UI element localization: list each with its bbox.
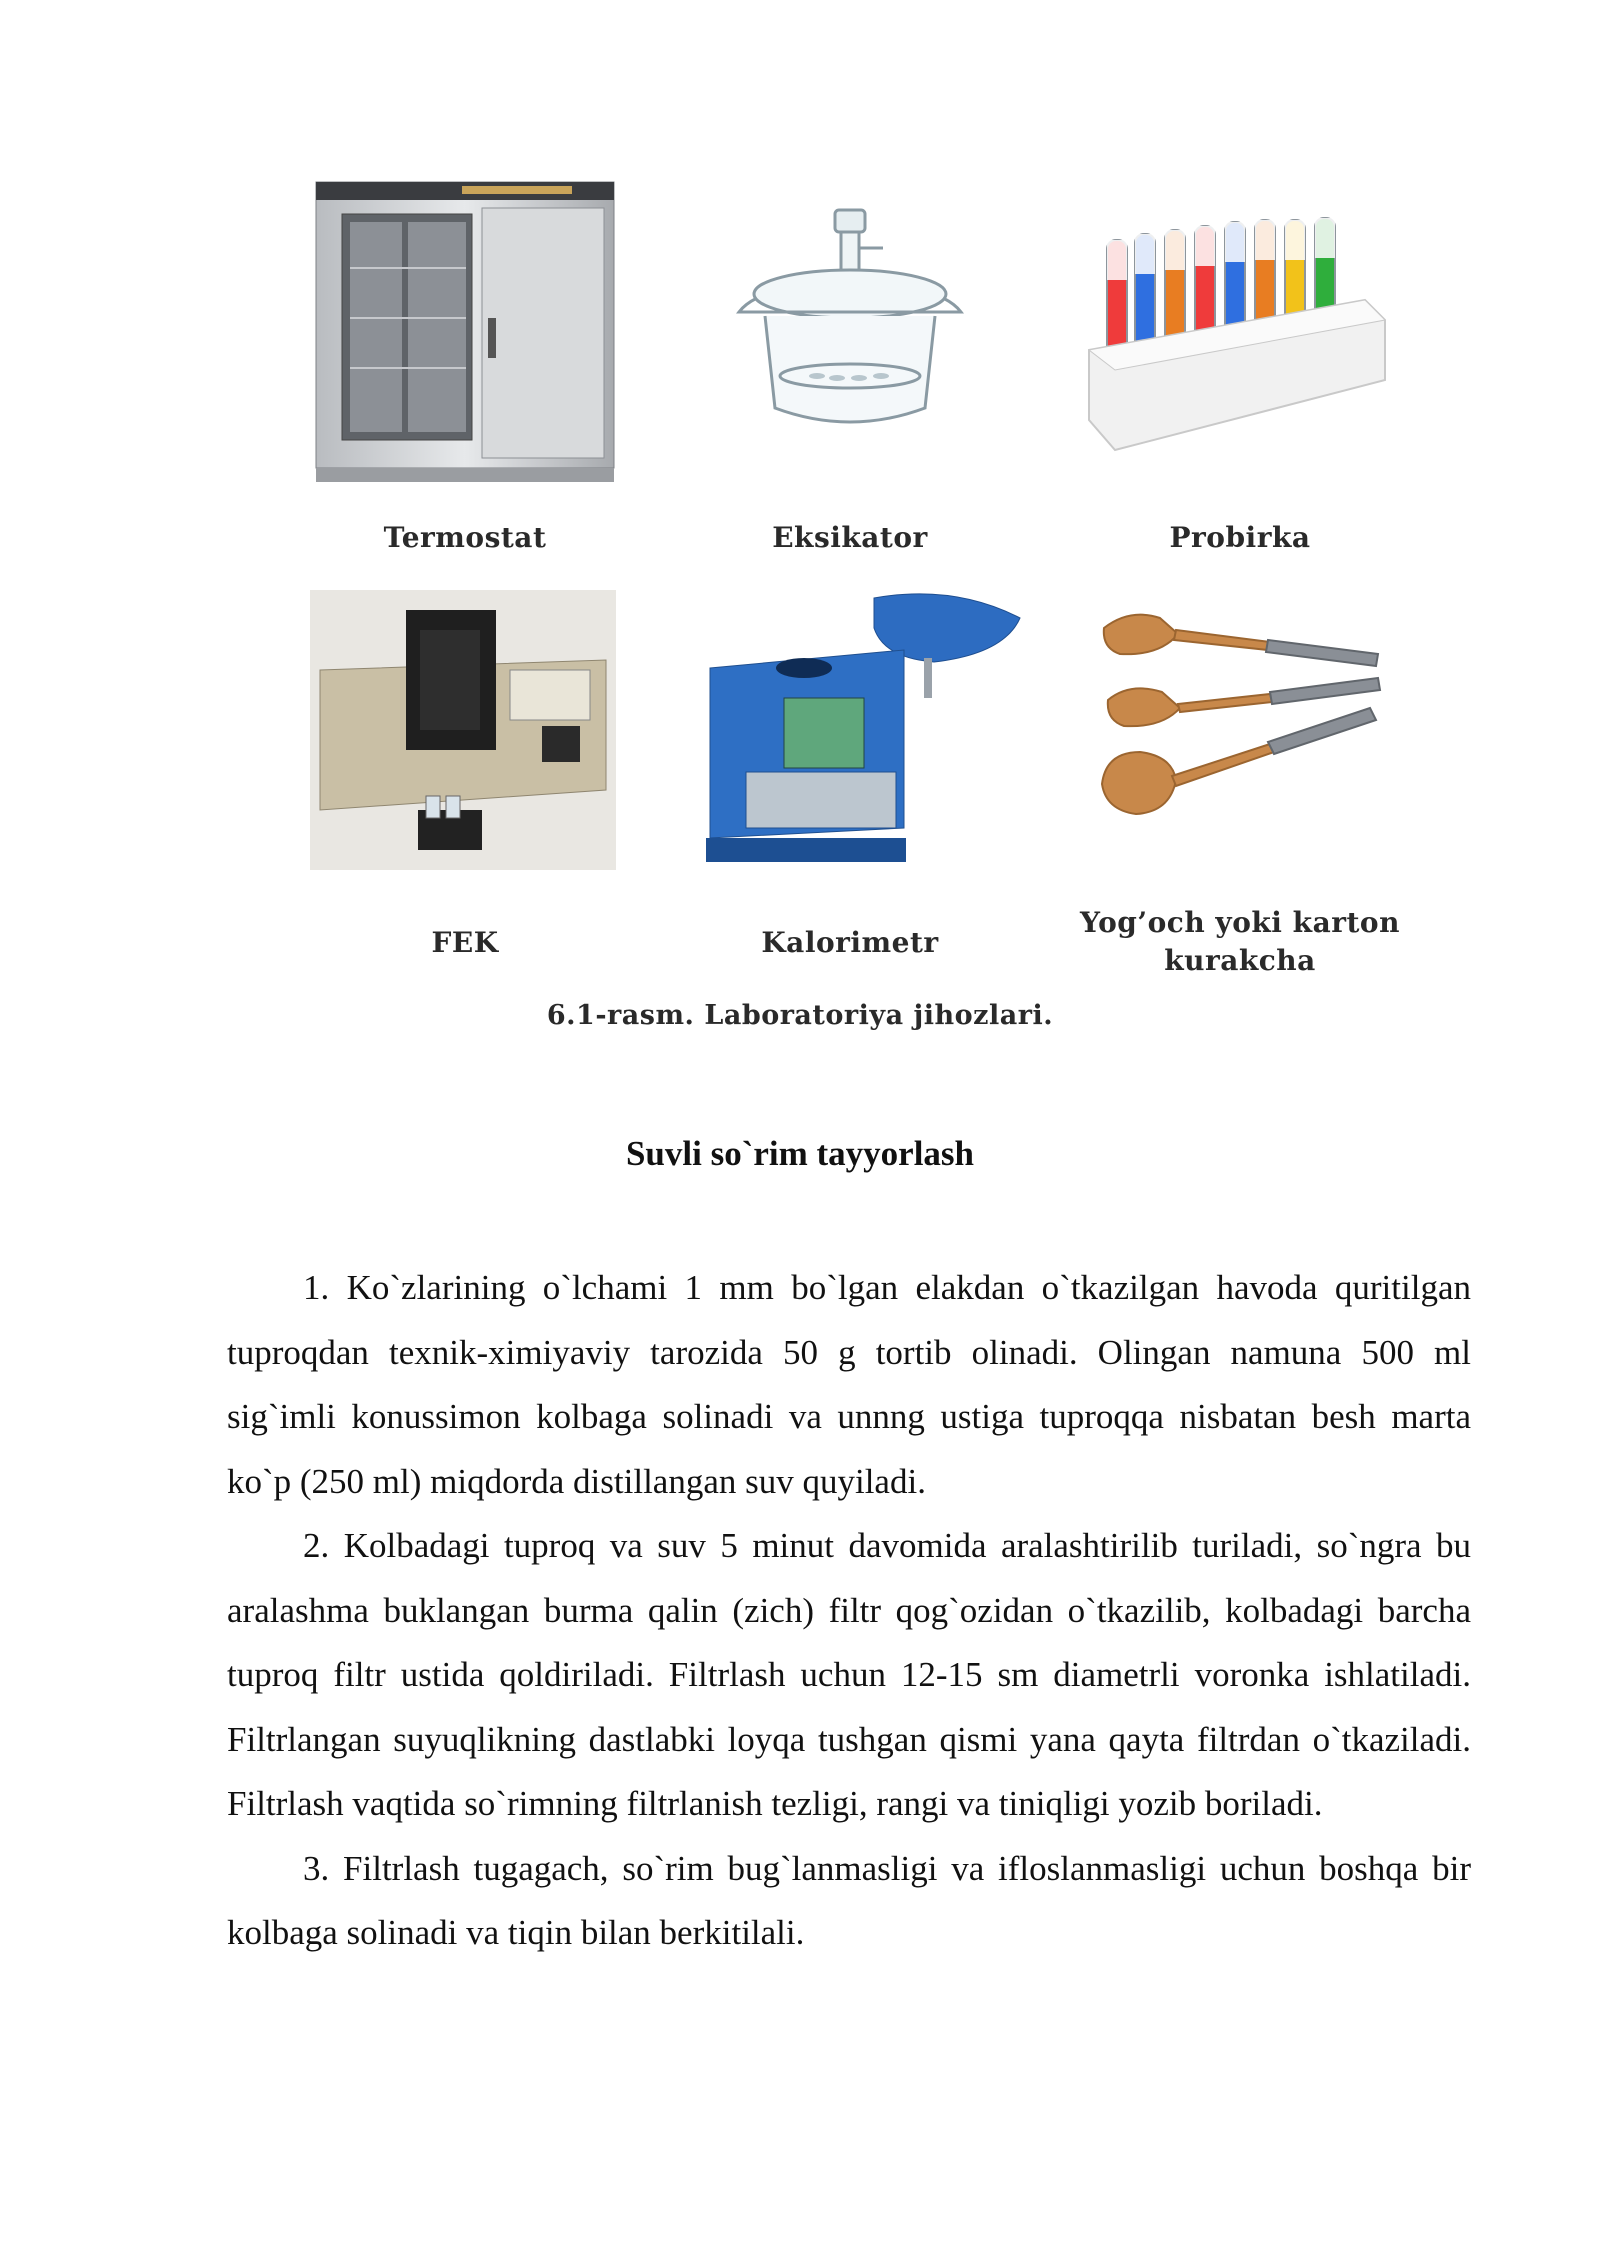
paragraph-3: 3. Filtrlash tugagach, so`rim bug`lanmasligi va ifloslanmasligi uchun boshqa bir kolbaga solinadi va tiqin bilan berkitilali. — [227, 1848, 1471, 1952]
calorimeter-image — [684, 588, 1024, 874]
paragraph-1: 1. Ko`zlarining o`lchami 1 mm bo`lgan elakdan o`tkazilgan havoda quritilgan tuproqdan texnik-ximiyaviy tarozida 50 g tortib olinadi. Olingan namuna 500 ml sig`imli konussimon kolbaga solinadi va unnng ustiga tuproqqa nisbatan besh marta ko`p (250 ml) miqdorda distillangan suv quyiladi. — [227, 1268, 1471, 1501]
caption-kurakcha: Yog’och yoki karton kurakcha — [1080, 906, 1400, 977]
wooden-spatulas-image — [1100, 604, 1390, 844]
caption-kalorimetr: Kalorimetr — [761, 926, 939, 959]
test-tubes-image — [1085, 210, 1395, 470]
caption-probirka: Probirka — [1169, 521, 1311, 554]
desiccator-image — [725, 208, 975, 458]
thermostat-oven-image — [312, 178, 618, 488]
figure-caption: 6.1-rasm. Laboratoriya jihozlari. — [546, 1000, 1054, 1031]
caption-termostat: Termostat — [383, 521, 547, 554]
paragraph-2: 2. Kolbadagi tuproq va suv 5 minut davomida aralashtirilib turiladi, so`ngra bu aralashma buklangan burma qalin (zich) filtr qog`ozidan o`tkazilib, kolbadagi barcha tuproq filtr ustida qoldiriladi. Filtrlash uchun 12-15 sm diametrli voronka ishlatiladi. Filtrlangan suyuqlikning dastlabki loyqa tushgan qismi yana qayta filtrdan o`tkaziladi. Filtrlash vaqtida so`rimning filtrlanish tezligi, rangi va tiniqligi yozib boriladi. — [227, 1526, 1471, 1823]
photocolorimeter-image — [310, 590, 616, 870]
caption-fek: FEK — [431, 926, 499, 959]
caption-eksikator: Eksikator — [772, 521, 928, 554]
section-title: Suvli so`rim tayyorlash — [625, 1134, 975, 1173]
section-body — [227, 1256, 1471, 1966]
